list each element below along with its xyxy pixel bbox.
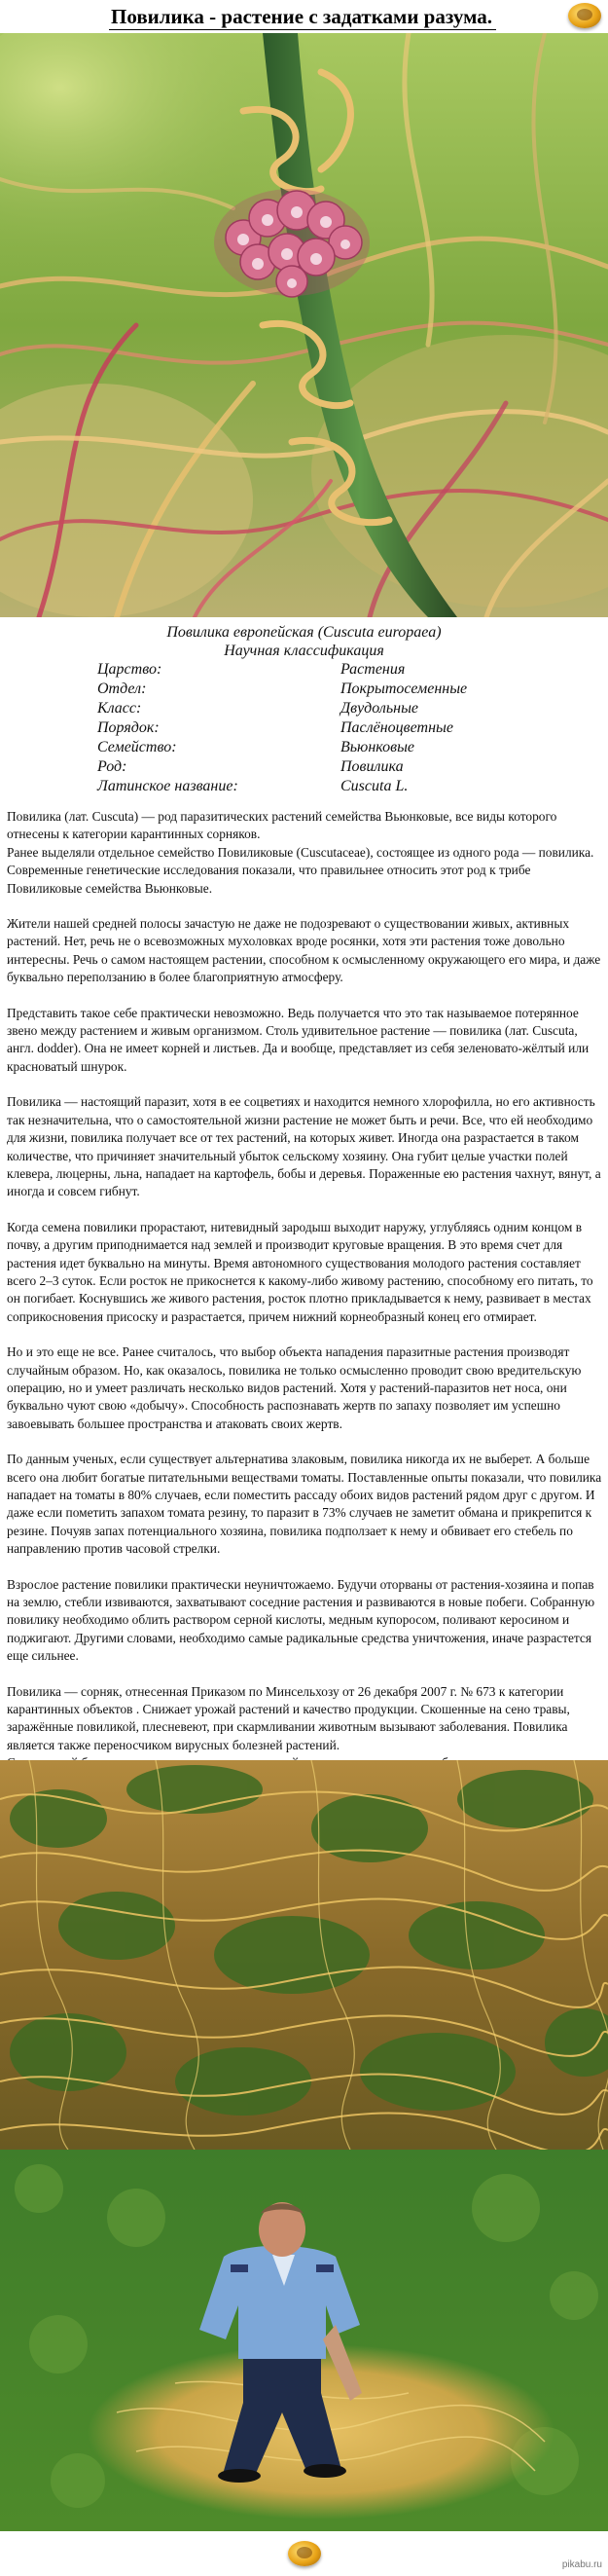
dodder-flower-photo: [0, 33, 608, 617]
article-paragraph: Взрослое растение повилики практически неуничтожаемо. Будучи оторваны от растения-хозяина и попав на землю, стебли извиваются, захватывают соседние растения и развиваются в новые побеги. Собранную повилику необходимо облить раствором серной кислоты, медным купоросом, поливают керосином и поджигают. Другими словами, необходимо самые радикальные средства уничтожения, иначе разрастется еще сильнее.: [7, 1576, 595, 1664]
page-header: [0, 0, 608, 33]
article-paragraph: Когда семена повилики прорастают, нитевидный зародыш выходит наружу, углубляясь одним концом в почву, а другим приподнимается над землей и производит круговые вращения. В это время счет для растения идет буквально на минуты. Время автономного существования молодого растения составляет всего 2–3 суток. Если росток не прикоснется к какому-либо живому растению, способному его питать, то он погибает. Коснувшись же живого растения, росток плотно прикладывается к нему, развивает в местах соприкосновения присоску и разрастается, причем нижний корнеобразный конец его отмирает.: [7, 1219, 593, 1324]
classification-key: Род:: [97, 758, 127, 775]
article-paragraph: Повилика — сорняк, отнесенная Приказом по Минсельхозу от 26 декабря 2007 г. № 673 к категории карантинных объектов . Снижает урожай растений и качество продукции. Скошенные на сено травы, заражённые повиликой, плесневеют, при скармливании животным вызывают заболевания. Повилика является также переносчиком вирусных болезней растений.: [7, 1683, 570, 1752]
page-title: Повилика - растение с задатками разума.: [111, 5, 492, 28]
classification-key: Класс:: [97, 700, 142, 717]
article-paragraph: Представить такое себе практически невозможно. Ведь получается что это так называемое потерянное звено между растением и живым организмом. Столь удивительное растение — повилика (лат. Cuscuta, англ. dodder). Она не имеет корней и листьев. Да и вообще, представляет из себя зеленовато-жёлтый или красноватый шнурок.: [7, 1005, 590, 1074]
site-watermark: pikabu.ru: [561, 2559, 602, 2570]
article-body: [7, 808, 602, 1809]
classification-key: Отдел:: [97, 681, 147, 697]
classification-row: [97, 738, 564, 757]
article-paragraph: Но и это еще не все. Ранее считалось, что выбор объекта нападения паразитные растения производят случайным образом. Но, как оказалось, повилика не только осмысленно проводит свою вредительскую операцию, но и умеет различать несколько видов растений. Хотя у растений-паразитов нет носа, они буквально чуют свою «добычу». Способность распознавать жертв по запаху позволяет им успешно завоевывать большее пространства и атаковать своих жертв.: [7, 1344, 582, 1431]
classification-value: Вьюнковые: [340, 739, 415, 755]
classification-key: Семейство:: [97, 739, 177, 755]
inspector-field-photo: [0, 2150, 608, 2531]
article-paragraph: Повилика (лат. Cuscuta) — род паразитических растений семейства Вьюнковые, все виды которого отнесены к категории карантинных сорняков.: [7, 809, 557, 842]
classification-value: Двудольные: [340, 700, 419, 717]
classification-row: [97, 757, 564, 777]
article-paragraph: Жители нашей средней полосы зачастую не даже не подозревают о существовании живых, активных растений. Нет, речь не о всевозможных мухоловках вроде росянки, хотя эти растения тоже довольно интересны. Речь о самом настоящем растении, способном к осмысленному окружающего его мира, и даже буквально переползанию в более благоприятную атмосферу.: [7, 916, 601, 985]
classification-value: Cuscuta L.: [340, 778, 409, 794]
classification-key: Царство:: [97, 661, 162, 678]
article-paragraph: Ранее выделяли отдельное семейство Повиликовые (Cuscutaceae), состоящее из одного рода — повилика. Современные генетические исследования показали, что правильнее относить этот род к трибе Повиликовые семейства Вьюнковые.: [7, 844, 594, 896]
title-underline: [109, 29, 496, 30]
classification-value: Повилика: [340, 758, 404, 775]
classification-value: Паслёноцветные: [340, 719, 453, 736]
classification-key: Порядок:: [97, 719, 160, 736]
classification-row: [97, 680, 564, 699]
article-paragraph: По данным ученых, если существует альтернатива злаковым, повилика никогда их не выберет. А больше всего она любит богатые питательными веществами томаты. Поставленные опыты показали, что повилика нападает на томаты в 80% случаев, если поместить рассаду обоих видов растений рядом друг с другом. И даже если пометить запахом томата резину, то паразит в 73% случаев не заметит обмана и прикрепится к резине. Почуяв запах потенциального хозяина, повилика подползает к нему и обвивает его стебель по направлению против часовой стрелки.: [7, 1452, 602, 1557]
classification-key: Латинское название:: [97, 778, 238, 794]
classification-table: [97, 660, 564, 796]
classification-row: [97, 777, 564, 796]
classification-value: Покрытосеменные: [340, 681, 468, 697]
page-footer: [0, 2531, 608, 2576]
species-caption: Повилика европейская (Cuscuta europaea): [166, 624, 442, 641]
classification-row: [97, 718, 564, 738]
pikabu-coin-icon[interactable]: [288, 2541, 321, 2566]
pikabu-coin-icon[interactable]: [568, 3, 601, 28]
classification-value: Растения: [340, 661, 406, 678]
classification-row: [97, 660, 564, 680]
classification-heading: Научная классификация: [224, 643, 384, 659]
dodder-field-photo: [0, 1760, 608, 2150]
classification-row: [97, 699, 564, 718]
article-paragraph: Повилика — настоящий паразит, хотя в ее соцветиях и находится немного хлорофилла, но его активность так незначительна, что о самостоятельной жизни растение не может быть и речи. Все, что ей необходимо для жизни, повилика получает все от тех растений, на которых живет. Иногда она разрастается в таком количестве, что причиняет значительный убыток сельскому хозяину. Она губит целые участки полей клевера, люцерны, льна, нападает на картофель, бобы и деревья. Пораженные ею растения чахнут, вянут, а иногда и совсем гибнут.: [7, 1094, 601, 1199]
